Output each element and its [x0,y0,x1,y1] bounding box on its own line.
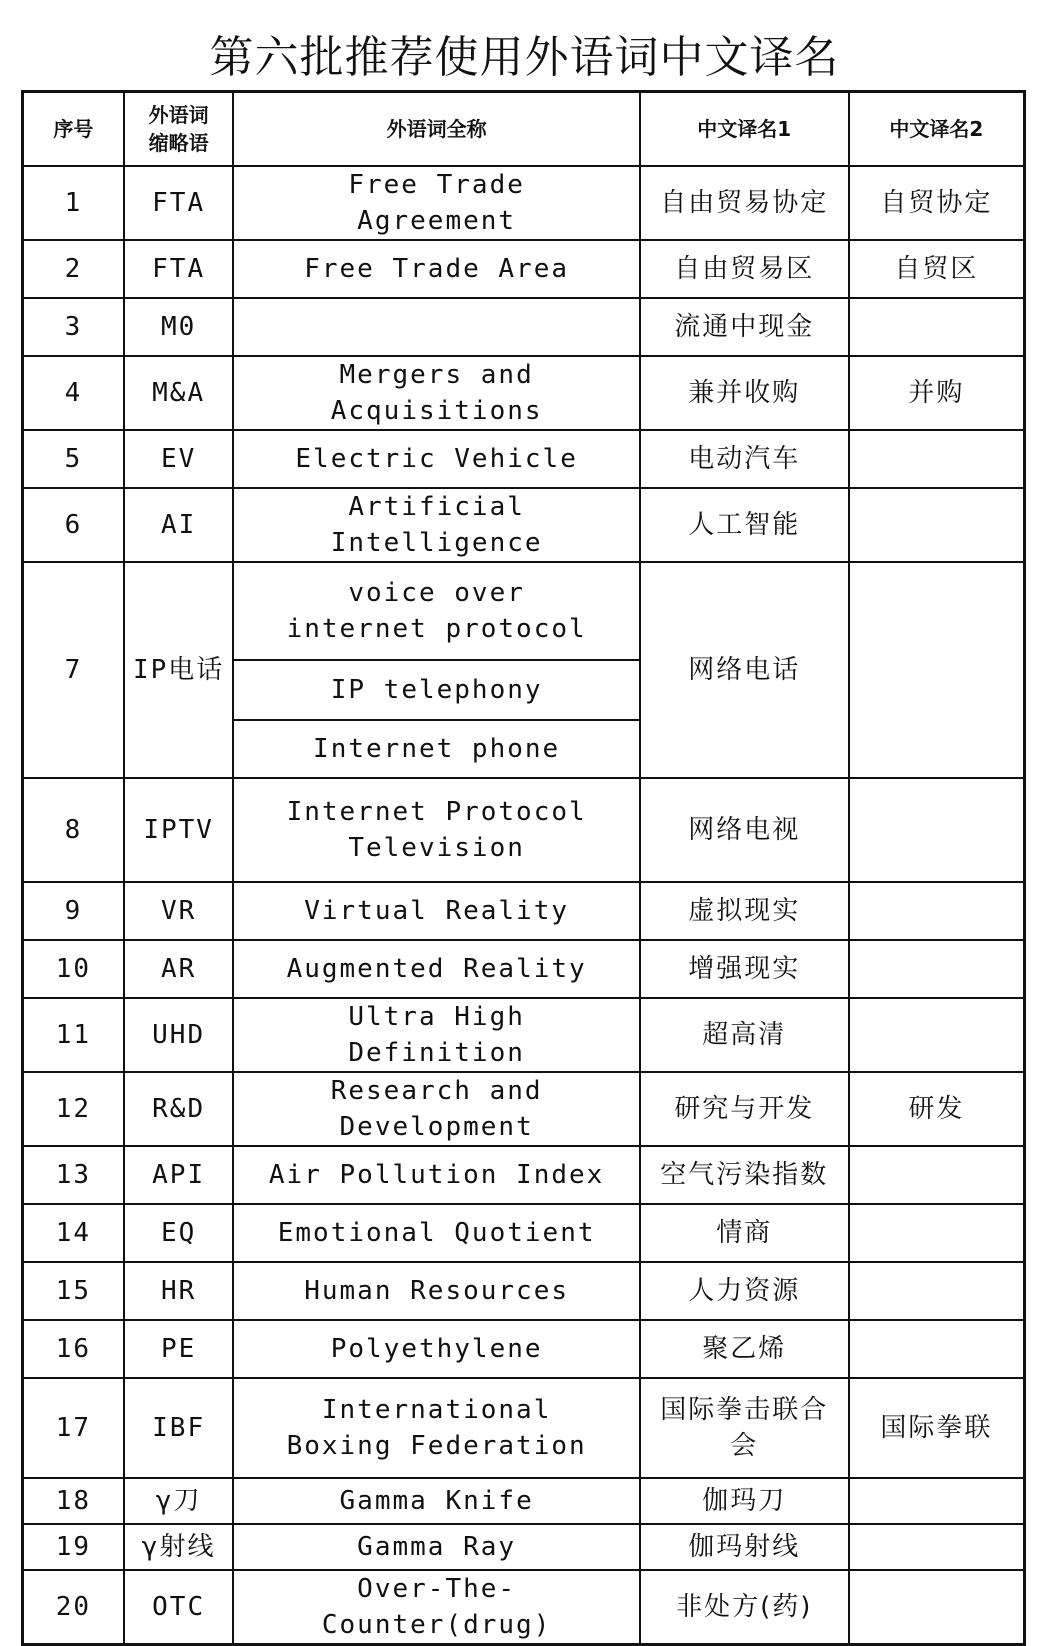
table-row [23,166,1025,240]
cell-no: 6 [23,488,124,562]
full-name-item: Internet phone [313,734,561,764]
cell-no: 3 [23,298,124,356]
cell-zh2 [849,1478,1025,1524]
cell-no: 12 [23,1072,124,1146]
cell-abbr: HR [124,1262,234,1320]
cell-full: Electric Vehicle [233,430,639,488]
cell-no: 5 [23,430,124,488]
cell-full: International Boxing Federation [233,1378,639,1478]
header-zh2: 中文译名2 [849,92,1025,167]
table-row [23,1204,1025,1262]
cell-abbr: R&D [124,1072,234,1146]
cell-full: Free Trade Area [233,240,639,298]
cell-zh1: 非处方(药) [640,1570,849,1645]
cell-no: 9 [23,882,124,940]
cell-zh1: 超高清 [640,998,849,1072]
cell-full: Augmented Reality [233,940,639,998]
cell-zh1: 增强现实 [640,940,849,998]
cell-zh1: 虚拟现实 [640,882,849,940]
cell-no: 4 [23,356,124,430]
cell-full: Mergers and Acquisitions [233,356,639,430]
cell-zh2: 自贸区 [849,240,1025,298]
cell-zh1: 人力资源 [640,1262,849,1320]
cell-zh1: 网络电视 [640,778,849,882]
cell-zh2: 自贸协定 [849,166,1025,240]
cell-zh1: 电动汽车 [640,430,849,488]
header-no: 序号 [23,92,124,167]
table-row [23,240,1025,298]
table-row [23,298,1025,356]
cell-abbr: M0 [124,298,234,356]
cell-zh1: 兼并收购 [640,356,849,430]
cell-zh1: 自由贸易协定 [640,166,849,240]
cell-zh1: 伽玛刀 [640,1478,849,1524]
table-row [23,940,1025,998]
full-name-item: voice over internet protocol [234,563,638,661]
table-row [23,778,1025,882]
cell-zh2 [849,562,1025,778]
cell-full: Emotional Quotient [233,1204,639,1262]
cell-abbr: EV [124,430,234,488]
cell-zh2 [849,430,1025,488]
cell-full: Free Trade Agreement [233,166,639,240]
cell-full: Gamma Knife [233,1478,639,1524]
header-full: 外语词全称 [233,92,639,167]
cell-zh2 [849,940,1025,998]
cell-abbr: IPTV [124,778,234,882]
cell-zh2 [849,1570,1025,1645]
cell-zh1: 流通中现金 [640,298,849,356]
cell-zh2 [849,1320,1025,1378]
cell-full [233,298,639,356]
glossary-table [21,90,1026,1646]
cell-abbr: IBF [124,1378,234,1478]
cell-zh2 [849,1146,1025,1204]
cell-zh2: 并购 [849,356,1025,430]
cell-zh2 [849,998,1025,1072]
cell-zh2 [849,298,1025,356]
table-row [23,356,1025,430]
cell-zh2 [849,1262,1025,1320]
cell-zh2 [849,778,1025,882]
cell-abbr: AI [124,488,234,562]
table-row [23,882,1025,940]
table-row [23,1378,1025,1478]
table-row [23,1262,1025,1320]
cell-no: 18 [23,1478,124,1524]
table-row [23,562,1025,778]
cell-abbr: FTA [124,166,234,240]
cell-full: Air Pollution Index [233,1146,639,1204]
cell-full: Internet Protocol Television [233,778,639,882]
cell-zh1: 空气污染指数 [640,1146,849,1204]
cell-no: 15 [23,1262,124,1320]
header-row [23,92,1025,167]
cell-zh2 [849,882,1025,940]
table-row [23,1478,1025,1524]
cell-no: 11 [23,998,124,1072]
cell-zh1: 情商 [640,1204,849,1262]
cell-zh2 [849,1524,1025,1570]
cell-full: Human Resources [233,1262,639,1320]
cell-abbr: OTC [124,1570,234,1645]
cell-no: 20 [23,1570,124,1645]
cell-no: 8 [23,778,124,882]
cell-abbr: IP电话 [124,562,234,778]
cell-zh2: 国际拳联 [849,1378,1025,1478]
cell-zh1: 自由贸易区 [640,240,849,298]
cell-zh1: 伽玛射线 [640,1524,849,1570]
cell-abbr: FTA [124,240,234,298]
cell-zh2: 研发 [849,1072,1025,1146]
cell-no: 7 [23,562,124,778]
cell-no: 19 [23,1524,124,1570]
table-row [23,430,1025,488]
cell-no: 14 [23,1204,124,1262]
cell-zh1: 人工智能 [640,488,849,562]
cell-no: 1 [23,166,124,240]
cell-zh1: 研究与开发 [640,1072,849,1146]
cell-no: 2 [23,240,124,298]
table-row [23,998,1025,1072]
header-abbr [124,92,234,167]
cell-abbr: AR [124,940,234,998]
cell-abbr: M&A [124,356,234,430]
full-name-item: IP telephony [234,661,638,721]
cell-full: Gamma Ray [233,1524,639,1570]
full-name-list [234,563,638,777]
cell-full: Ultra High Definition [233,998,639,1072]
cell-full: Over-The-Counter(drug) [233,1570,639,1645]
cell-zh2 [849,488,1025,562]
cell-full: Virtual Reality [233,882,639,940]
cell-full: Research and Development [233,1072,639,1146]
table-row [23,488,1025,562]
cell-zh1: 国际拳击联合会 [640,1378,849,1478]
cell-full [233,562,639,778]
cell-zh1: 网络电话 [640,562,849,778]
table-row [23,1524,1025,1570]
cell-abbr: γ刀 [124,1478,234,1524]
table-row [23,1146,1025,1204]
cell-abbr: API [124,1146,234,1204]
page-title: 第六批推荐使用外语词中文译名 [209,32,840,83]
cell-zh1: 聚乙烯 [640,1320,849,1378]
cell-abbr: UHD [124,998,234,1072]
cell-zh2 [849,1204,1025,1262]
cell-no: 10 [23,940,124,998]
cell-no: 16 [23,1320,124,1378]
header-zh1: 中文译名1 [640,92,849,167]
table-row [23,1320,1025,1378]
cell-full: Artificial Intelligence [233,488,639,562]
cell-abbr: PE [124,1320,234,1378]
table-row [23,1072,1025,1146]
cell-abbr: γ射线 [124,1524,234,1570]
cell-abbr: VR [124,882,234,940]
cell-no: 17 [23,1378,124,1478]
header-abbr-text: 外语词缩略语 [148,103,209,155]
cell-no: 13 [23,1146,124,1204]
cell-abbr: EQ [124,1204,234,1262]
table-row [23,1570,1025,1645]
cell-full: Polyethylene [233,1320,639,1378]
